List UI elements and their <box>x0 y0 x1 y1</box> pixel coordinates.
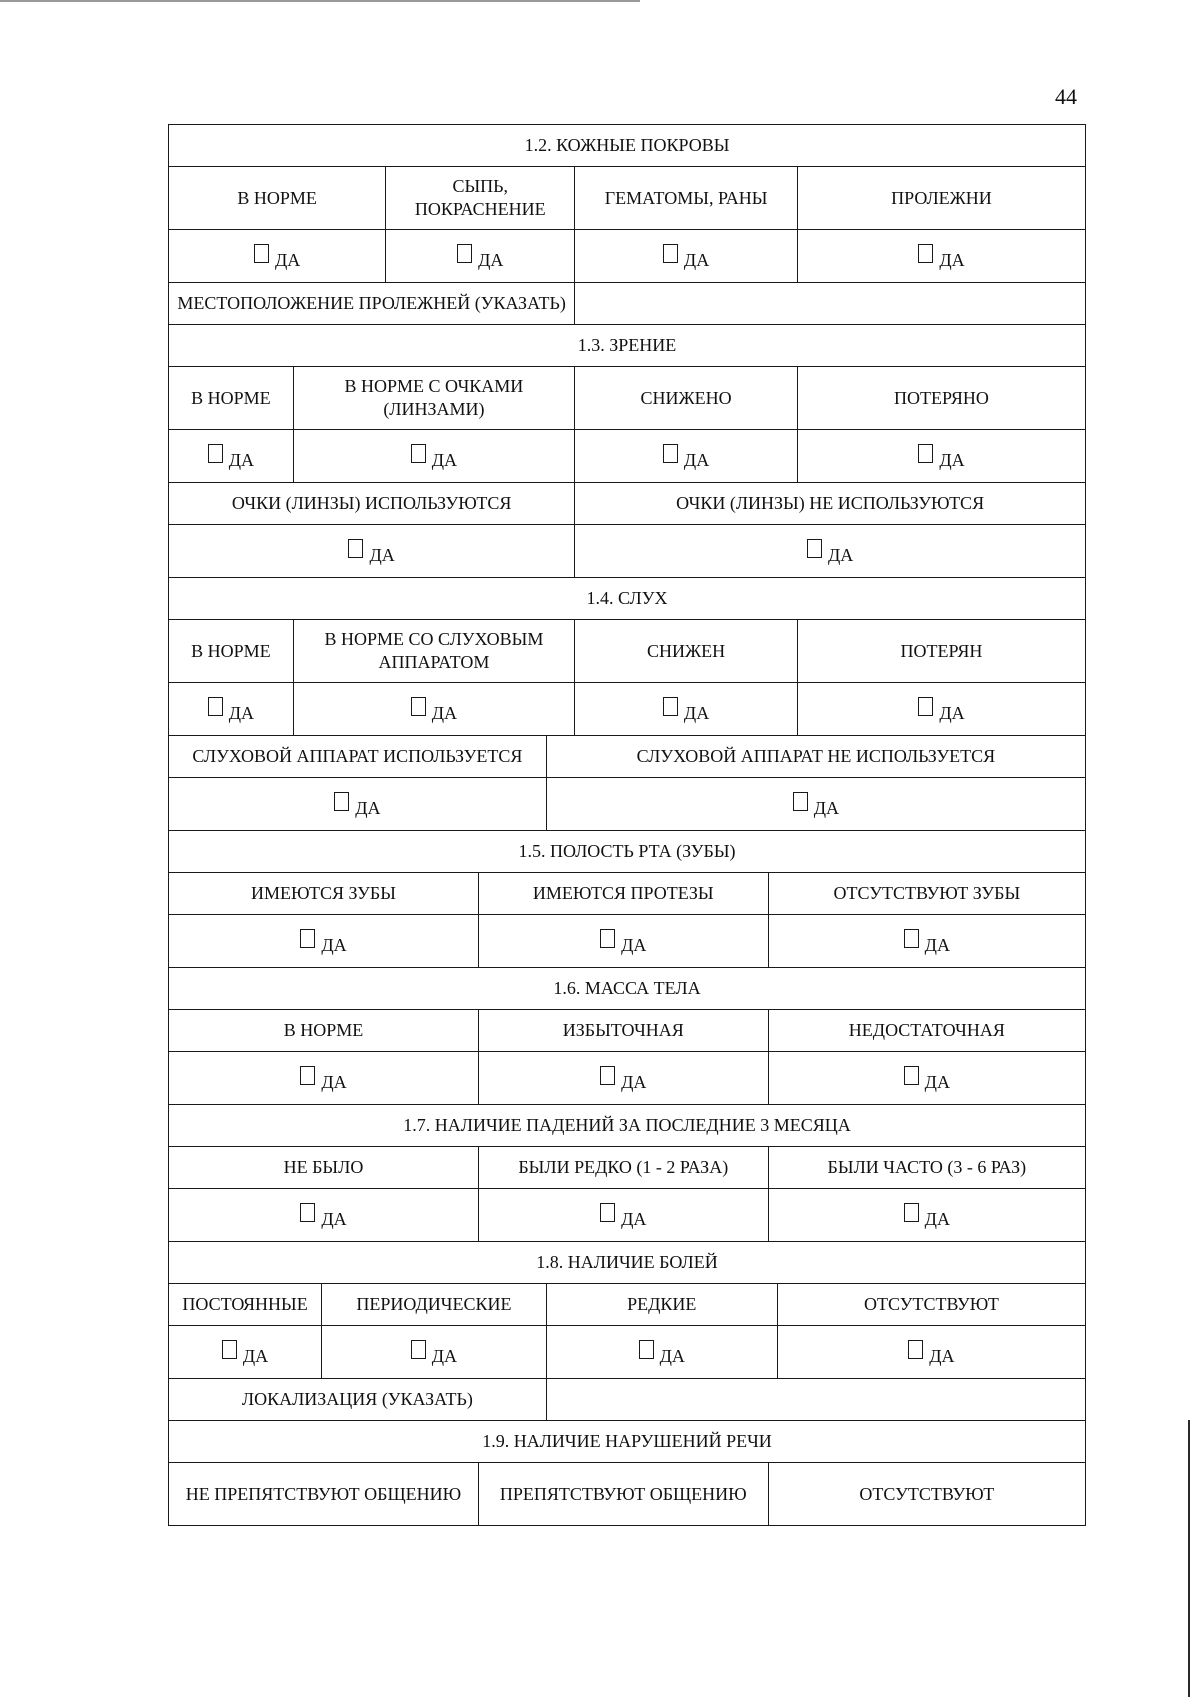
yes-label: ДА <box>228 703 254 723</box>
cell-pain-rare <box>546 1326 777 1379</box>
checkbox-weight-insufficient[interactable] <box>904 1066 919 1085</box>
cell-hearing-aid-used <box>169 778 547 831</box>
cell-pain-periodic <box>322 1326 547 1379</box>
yes-label: ДА <box>683 450 710 470</box>
checkbox-teeth-present[interactable] <box>300 929 315 948</box>
header-falls-frequent: БЫЛИ ЧАСТО (3 - 6 РАЗ) <box>768 1147 1085 1189</box>
checkbox-falls-frequent[interactable] <box>904 1203 919 1222</box>
cell-pain-constant <box>169 1326 322 1379</box>
header-glasses-used: ОЧКИ (ЛИНЗЫ) ИСПОЛЬЗУЮТСЯ <box>169 483 575 525</box>
yes-label: ДА <box>929 1346 955 1366</box>
cell-dentures-present <box>478 915 768 968</box>
yes-label: ДА <box>621 1209 647 1229</box>
cell-teeth-present <box>169 915 479 968</box>
header-speech-not-hinder: НЕ ПРЕПЯТСТВУЮТ ОБЩЕНИЮ <box>169 1463 479 1526</box>
bedsore-location-field[interactable] <box>575 283 1086 325</box>
checkbox-hearing-aid[interactable] <box>411 697 426 716</box>
header-weight-insufficient: НЕДОСТАТОЧНАЯ <box>768 1010 1085 1052</box>
header-glasses-not-used: ОЧКИ (ЛИНЗЫ) НЕ ИСПОЛЬЗУЮТСЯ <box>575 483 1086 525</box>
cell-hearing-lost <box>797 683 1085 736</box>
checkbox-pain-constant[interactable] <box>222 1340 237 1359</box>
checkbox-falls-none[interactable] <box>300 1203 315 1222</box>
cell-skin-rash <box>386 230 575 283</box>
cell-vision-reduced <box>575 430 798 483</box>
cell-hearing-aid <box>293 683 574 736</box>
header-hearing-lost: ПОТЕРЯН <box>797 620 1085 683</box>
header-skin-hematoma: ГЕМАТОМЫ, РАНЫ <box>575 167 798 230</box>
cell-glasses-used <box>169 525 575 578</box>
header-weight-excess: ИЗБЫТОЧНАЯ <box>478 1010 768 1052</box>
yes-label: ДА <box>924 1072 950 1092</box>
checkbox-hearing-aid-used[interactable] <box>334 792 349 811</box>
bedsore-location-label: МЕСТОПОЛОЖЕНИЕ ПРОЛЕЖНЕЙ (УКАЗАТЬ) <box>169 283 575 325</box>
yes-label: ДА <box>321 1209 347 1229</box>
cell-skin-hematoma <box>575 230 798 283</box>
cell-skin-bedsores <box>797 230 1085 283</box>
header-teeth-present: ИМЕЮТСЯ ЗУБЫ <box>169 873 479 915</box>
header-skin-bedsores: ПРОЛЕЖНИ <box>797 167 1085 230</box>
yes-label: ДА <box>431 703 458 723</box>
yes-label: ДА <box>228 450 254 470</box>
yes-label: ДА <box>924 1209 950 1229</box>
yes-label: ДА <box>621 1072 647 1092</box>
assessment-form-table <box>168 124 1086 1526</box>
checkbox-hearing-normal[interactable] <box>208 697 223 716</box>
checkbox-glasses-not-used[interactable] <box>807 539 822 558</box>
checkbox-vision-normal[interactable] <box>208 444 223 463</box>
cell-hearing-normal <box>169 683 294 736</box>
checkbox-dentures-present[interactable] <box>600 929 615 948</box>
yes-label: ДА <box>431 450 458 470</box>
header-vision-reduced: СНИЖЕНО <box>575 367 798 430</box>
header-speech-absent: ОТСУТСТВУЮТ <box>768 1463 1085 1526</box>
yes-label: ДА <box>621 935 647 955</box>
yes-label: ДА <box>431 1346 458 1366</box>
cell-pain-absent <box>777 1326 1085 1379</box>
cell-falls-none <box>169 1189 479 1242</box>
header-skin-rash: СЫПЬ, ПОКРАСНЕНИЕ <box>386 167 575 230</box>
yes-label: ДА <box>683 703 710 723</box>
header-hearing-aid-not-used: СЛУХОВОЙ АППАРАТ НЕ ИСПОЛЬЗУЕТСЯ <box>546 736 1085 778</box>
header-hearing-aid: В НОРМЕ СО СЛУХОВЫМ АППАРАТОМ <box>293 620 574 683</box>
header-teeth-absent: ОТСУТСТВУЮТ ЗУБЫ <box>768 873 1085 915</box>
section-title-falls: 1.7. НАЛИЧИЕ ПАДЕНИЙ ЗА ПОСЛЕДНИЕ 3 МЕСЯЦА <box>169 1105 1086 1147</box>
cell-weight-insufficient <box>768 1052 1085 1105</box>
pain-location-label: ЛОКАЛИЗАЦИЯ (УКАЗАТЬ) <box>169 1379 547 1421</box>
yes-label: ДА <box>355 798 381 818</box>
yes-label: ДА <box>813 798 840 818</box>
checkbox-teeth-absent[interactable] <box>904 929 919 948</box>
header-hearing-aid-used: СЛУХОВОЙ АППАРАТ ИСПОЛЬЗУЕТСЯ <box>169 736 547 778</box>
checkbox-pain-absent[interactable] <box>908 1340 923 1359</box>
yes-label: ДА <box>321 935 347 955</box>
header-skin-normal: В НОРМЕ <box>169 167 386 230</box>
cell-vision-glasses <box>293 430 574 483</box>
checkbox-skin-normal[interactable] <box>254 244 269 263</box>
yes-label: ДА <box>939 250 965 270</box>
header-falls-rare: БЫЛИ РЕДКО (1 - 2 РАЗА) <box>478 1147 768 1189</box>
header-vision-lost: ПОТЕРЯНО <box>797 367 1085 430</box>
cell-vision-normal <box>169 430 294 483</box>
section-title-vision: 1.3. ЗРЕНИЕ <box>169 325 1086 367</box>
page-number: 44 <box>1055 84 1077 109</box>
checkbox-glasses-used[interactable] <box>348 539 363 558</box>
cell-weight-normal <box>169 1052 479 1105</box>
checkbox-skin-hematoma[interactable] <box>663 244 678 263</box>
cell-hearing-reduced <box>575 683 798 736</box>
checkbox-skin-bedsores[interactable] <box>918 244 933 263</box>
section-title-oral: 1.5. ПОЛОСТЬ РТА (ЗУБЫ) <box>169 831 1086 873</box>
header-weight-normal: В НОРМЕ <box>169 1010 479 1052</box>
section-title-pain: 1.8. НАЛИЧИЕ БОЛЕЙ <box>169 1242 1086 1284</box>
checkbox-weight-normal[interactable] <box>300 1066 315 1085</box>
checkbox-pain-periodic[interactable] <box>411 1340 426 1359</box>
checkbox-falls-rare[interactable] <box>600 1203 615 1222</box>
header-vision-glasses: В НОРМЕ С ОЧКАМИ (ЛИНЗАМИ) <box>293 367 574 430</box>
header-dentures-present: ИМЕЮТСЯ ПРОТЕЗЫ <box>478 873 768 915</box>
section-title-skin: 1.2. КОЖНЫЕ ПОКРОВЫ <box>169 125 1086 167</box>
header-pain-rare: РЕДКИЕ <box>546 1284 777 1326</box>
cell-falls-rare <box>478 1189 768 1242</box>
yes-label: ДА <box>478 250 504 270</box>
yes-label: ДА <box>659 1346 685 1366</box>
yes-label: ДА <box>939 703 965 723</box>
yes-label: ДА <box>683 250 710 270</box>
header-hearing-normal: В НОРМЕ <box>169 620 294 683</box>
yes-label: ДА <box>827 545 854 565</box>
header-falls-none: НЕ БЫЛО <box>169 1147 479 1189</box>
section-title-weight: 1.6. МАССА ТЕЛА <box>169 968 1086 1010</box>
checkbox-hearing-aid-not-used[interactable] <box>793 792 808 811</box>
header-hearing-reduced: СНИЖЕН <box>575 620 798 683</box>
yes-label: ДА <box>939 450 965 470</box>
checkbox-hearing-reduced[interactable] <box>663 697 678 716</box>
cell-falls-frequent <box>768 1189 1085 1242</box>
cell-teeth-absent <box>768 915 1085 968</box>
header-pain-absent: ОТСУТСТВУЮТ <box>777 1284 1085 1326</box>
scan-right-edge <box>1188 1420 1190 1697</box>
checkbox-hearing-lost[interactable] <box>918 697 933 716</box>
checkbox-skin-rash[interactable] <box>457 244 472 263</box>
section-title-hearing: 1.4. СЛУХ <box>169 578 1086 620</box>
scan-top-edge <box>0 0 640 2</box>
checkbox-vision-lost[interactable] <box>918 444 933 463</box>
cell-glasses-not-used <box>575 525 1086 578</box>
cell-hearing-aid-not-used <box>546 778 1085 831</box>
yes-label: ДА <box>242 1346 269 1366</box>
header-pain-periodic: ПЕРИОДИЧЕСКИЕ <box>322 1284 547 1326</box>
yes-label: ДА <box>369 545 395 565</box>
yes-label: ДА <box>275 250 301 270</box>
yes-label: ДА <box>924 935 950 955</box>
checkbox-vision-reduced[interactable] <box>663 444 678 463</box>
checkbox-weight-excess[interactable] <box>600 1066 615 1085</box>
header-pain-constant: ПОСТОЯННЫЕ <box>169 1284 322 1326</box>
cell-weight-excess <box>478 1052 768 1105</box>
header-vision-normal: В НОРМЕ <box>169 367 294 430</box>
checkbox-vision-glasses[interactable] <box>411 444 426 463</box>
header-speech-hinder: ПРЕПЯТСТВУЮТ ОБЩЕНИЮ <box>478 1463 768 1526</box>
cell-skin-normal <box>169 230 386 283</box>
cell-vision-lost <box>797 430 1085 483</box>
yes-label: ДА <box>321 1072 347 1092</box>
section-title-speech: 1.9. НАЛИЧИЕ НАРУШЕНИЙ РЕЧИ <box>169 1421 1086 1463</box>
pain-location-field[interactable] <box>546 1379 1085 1421</box>
checkbox-pain-rare[interactable] <box>639 1340 654 1359</box>
